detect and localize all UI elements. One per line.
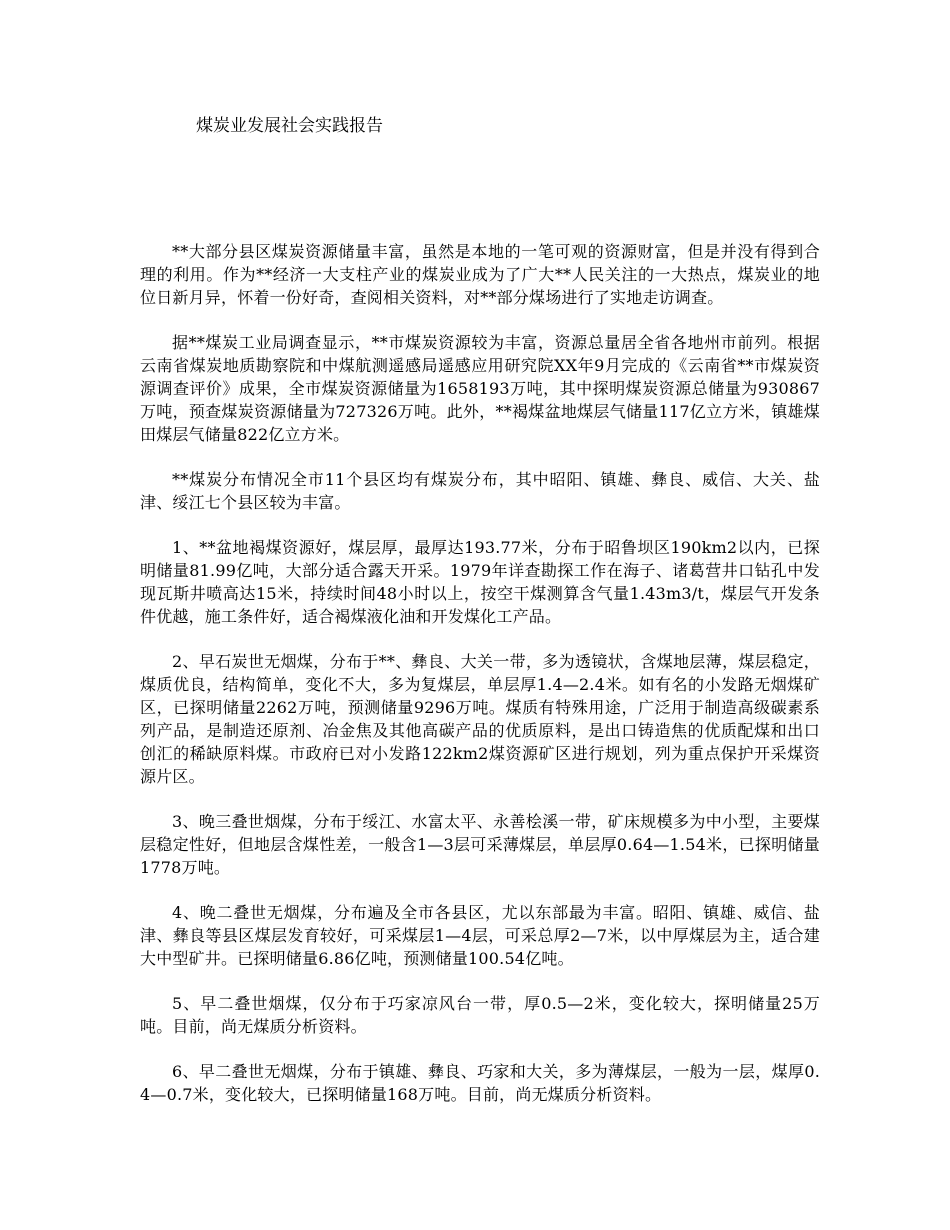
paragraph-item-1: 1、**盆地褐煤资源好，煤层厚，最厚达193.77米，分布于昭鲁坝区190km2以内，已探明储量81.99亿吨，大部分适合露天开采。1979年详查勘探工作在海子、诸葛营井口钻孔中发现瓦斯井喷高达15米，持续时间48小时以上，按空干煤测算含气量1.43m3/t，煤层气开发条件优越，施工条件好，适合褐煤液化油和开发煤化工产品。 bbox=[140, 538, 820, 626]
document-title: 煤炭业发展社会实践报告 bbox=[196, 116, 383, 136]
paragraph-intro: **大部分县区煤炭资源储量丰富，虽然是本地的一笔可观的资源财富，但是并没有得到合理的利用。作为**经济一大支柱产业的煤炭业成为了广大**人民关注的一大热点，煤炭业的地位日新月异，怀着一份好奇，查阅相关资料，对**部分煤场进行了实地走访调查。 bbox=[140, 242, 820, 307]
paragraph-item-2: 2、早石炭世无烟煤，分布于**、彝良、大关一带，多为透镜状，含煤地层薄，煤层稳定，煤质优良，结构简单，变化不大，多为复煤层，单层厚1.4—2.4米。如有名的小发路无烟煤矿区，已探明储量2262万吨，预测储量9296万吨。煤质有特殊用途，广泛用于制造高级碳素系列产品，是制造还原剂、冶金焦及其他高碳产品的优质原料，是出口铸造焦的优质配煤和出口创汇的稀缺原料煤。市政府已对小发路122km2煤资源矿区进行规划，列为重点保护开采煤资源片区。 bbox=[140, 652, 820, 786]
paragraph-item-5: 5、早二叠世烟煤，仅分布于巧家凉风台一带，厚0.5—2米，变化较大，探明储量25万吨。目前，尚无煤质分析资料。 bbox=[140, 994, 820, 1036]
paragraph-item-6: 6、早二叠世无烟煤，分布于镇雄、彝良、巧家和大关，多为薄煤层，一般为一层，煤厚0.4—0.7米，变化较大，已探明储量168万吨。目前，尚无煤质分析资料。 bbox=[140, 1062, 820, 1104]
document-body bbox=[140, 240, 820, 1128]
paragraph-item-4: 4、晚二叠世无烟煤，分布遍及全市各县区，尤以东部最为丰富。昭阳、镇雄、威信、盐津、彝良等县区煤层发育较好，可采煤层1—4层，可采总厚2—7米，以中厚煤层为主，适合建大中型矿井。已探明储量6.86亿吨，预测储量100.54亿吨。 bbox=[140, 903, 820, 968]
paragraph-item-3: 3、晚三叠世烟煤，分布于绥江、水富太平、永善桧溪一带，矿床规模多为中小型，主要煤层稳定性好，但地层含煤性差，一般含1—3层可采薄煤层，单层厚0.64—1.54米，已探明储量1778万吨。 bbox=[140, 812, 820, 877]
paragraph-survey: 据**煤炭工业局调查显示，**市煤炭资源较为丰富，资源总量居全省各地州市前列。根据云南省煤炭地质勘察院和中煤航测遥感局遥感应用研究院XX年9月完成的《云南省**市煤炭资源调查评价》成果，全市煤炭资源储量为1658193万吨，其中探明煤炭资源总储量为930867万吨，预查煤炭资源储量为727326万吨。此外，**褐煤盆地煤层气储量117亿立方米，镇雄煤田煤层气储量822亿立方米。 bbox=[140, 333, 820, 444]
paragraph-distribution: **煤炭分布情况全市11个县区均有煤炭分布，其中昭阳、镇雄、彝良、威信、大关、盐津、绥江七个县区较为丰富。 bbox=[140, 470, 820, 512]
